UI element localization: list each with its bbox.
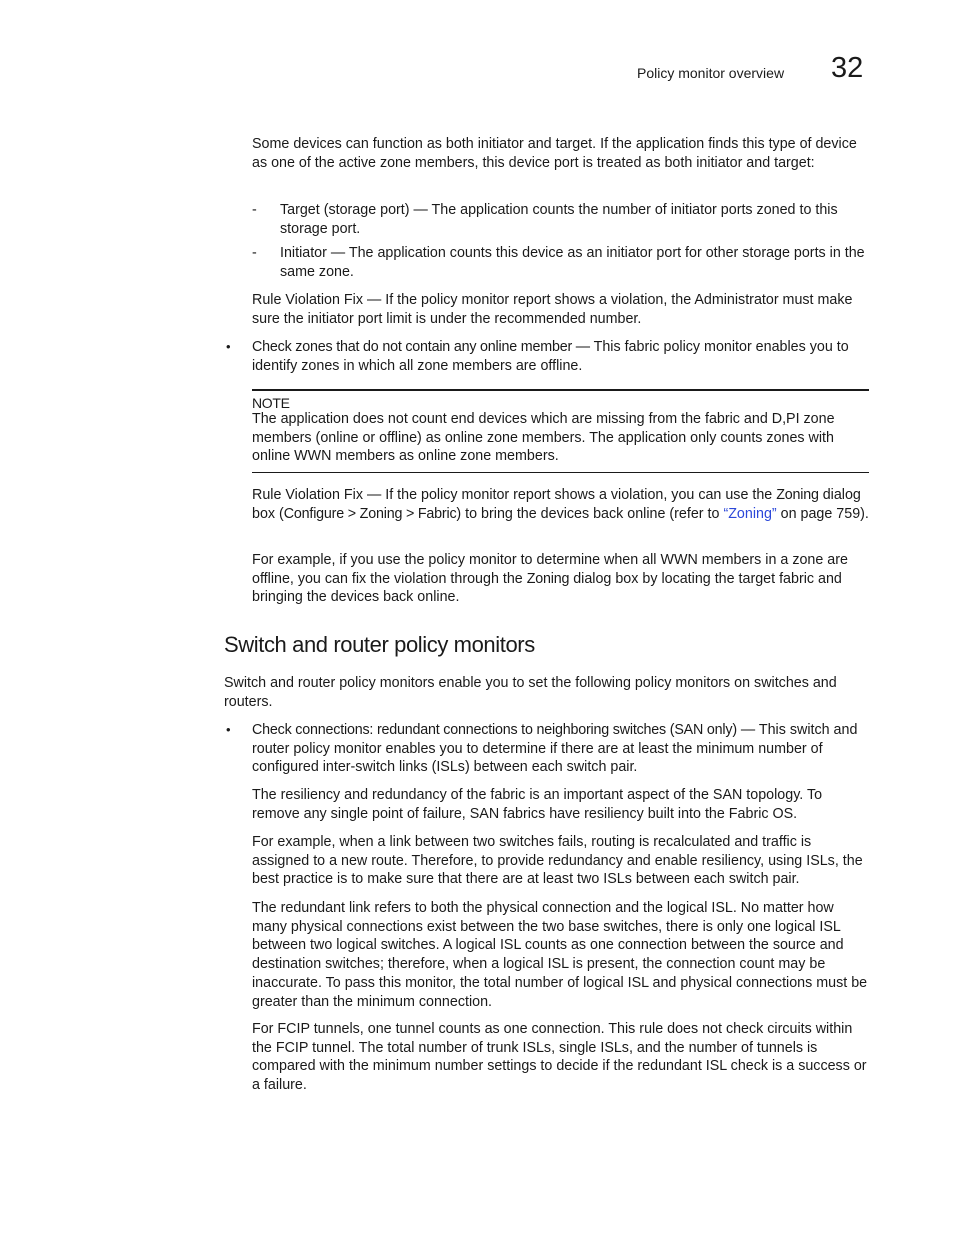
- section-heading: Switch and router policy monitors: [224, 632, 535, 657]
- resiliency-paragraph: The resiliency and redundancy of the fabric is an important aspect of the SAN topology. To remove any single point of failure, SAN fabrics have resiliency built into the Fabric OS.: [252, 787, 823, 822]
- example1-text-2: dialog box by locating the target fabric and bringing the devices back online.: [252, 570, 842, 606]
- note-label: NOTE: [252, 395, 290, 411]
- fcip-tunnels-paragraph: For FCIP tunnels, one tunnel counts as one connection. This rule does not check circuits within the FCIP tunnel. The total number of trunk ISLs, single ISLs, and the number of tunnels is compared with the minimum number settings to decide if the redundant ISL check is a success or a failure.: [252, 1021, 867, 1094]
- rule-violation-fix-paragraph: Rule Violation Fix — If the policy monitor report shows a violation, the Administrator must make sure the initiator port limit is under the recommended number.: [252, 292, 853, 327]
- fix2-text-4: on page 759).: [776, 505, 869, 522]
- rule-violation-fix-zoning-paragraph: [252, 486, 872, 523]
- chapter-number: 32: [831, 52, 864, 84]
- bullet-connections-title: Check connections: redundant connections to neighboring switches (SAN only): [252, 722, 737, 738]
- zoning-dialog-name: Zoning: [526, 570, 570, 587]
- bullet-zones-text: This fabric policy monitor enables you to identify zones in which all zone members are offline.: [252, 339, 849, 374]
- bullet-zones-paragraph: [252, 338, 872, 375]
- bullet-connections-text: — This switch and router policy monitor enables you to determine if there are at least the minimum number of configured inter-switch links (ISLs) between each switch pair.: [252, 722, 858, 776]
- menu-path: Configure > Zoning > Fabric: [283, 505, 457, 522]
- intro-paragraph: Some devices can function as both initiator and target. If the application finds this type of device as one of the active zone members, this device port is treated as both initiator and target:: [252, 136, 857, 171]
- example1-text-1: For example, if you use the policy monitor to determine when all WWN members in a zone are offline, you can fix the violation through the: [252, 552, 848, 587]
- zoning-cross-reference-link[interactable]: “Zoning”: [723, 505, 777, 522]
- running-header-title: Policy monitor overview: [637, 65, 785, 81]
- dash-marker: -: [252, 245, 257, 261]
- example-offline-paragraph: [252, 551, 872, 607]
- note-text: The application does not count end devices which are missing from the fabric and D,PI zone members (online or offline) as online zone members. The application only counts zones with online WWN members as online zone members.: [252, 411, 835, 465]
- zoning-dialog-name: Zoning: [776, 487, 819, 503]
- redundant-link-paragraph: The redundant link refers to both the physical connection and the logical ISL. No matter how many physical connections exist between the two base switches, there is only one logical ISL between two logical switches. A logical ISL counts as one connection between the source and destination switches; therefore, when a logical ISL is present, the connection count may be inaccurate. To pass this monitor, the total number of logical ISL and physical connections must be greater than the minimum connection.: [252, 900, 868, 1010]
- section-intro-paragraph: Switch and router policy monitors enable you to set the following policy monitors on switches and routers.: [224, 675, 837, 710]
- note-bottom-rule: [252, 472, 869, 473]
- fix2-text-2: dialog box (: [252, 487, 861, 522]
- dash-item-initiator: Initiator — The application counts this device as an initiator port for other storage ports in the same zone.: [280, 245, 865, 280]
- link-failure-example-paragraph: For example, when a link between two switches fails, routing is recalculated and traffic is assigned to a new route. Therefore, to provide redundancy and enable resiliency, using ISLs, the best practice is to make sure that there are at least two ISLs between each switch pair.: [252, 834, 863, 888]
- dash-item-target: Target (storage port) — The application counts the number of initiator ports zoned to this storage port.: [280, 202, 838, 237]
- bullet-connections-paragraph: [252, 721, 872, 777]
- dash-marker: -: [252, 202, 257, 218]
- bullet-marker: •: [226, 722, 231, 737]
- fix2-text-3: ) to bring the devices back online (refer to: [456, 505, 724, 522]
- fix2-text-1: Rule Violation Fix — If the policy monitor report shows a violation, you can use the: [252, 487, 777, 503]
- bullet-marker: •: [226, 339, 231, 354]
- bullet-zones-title: Check zones that do not contain any online member —: [252, 339, 590, 355]
- note-top-rule: [252, 389, 869, 391]
